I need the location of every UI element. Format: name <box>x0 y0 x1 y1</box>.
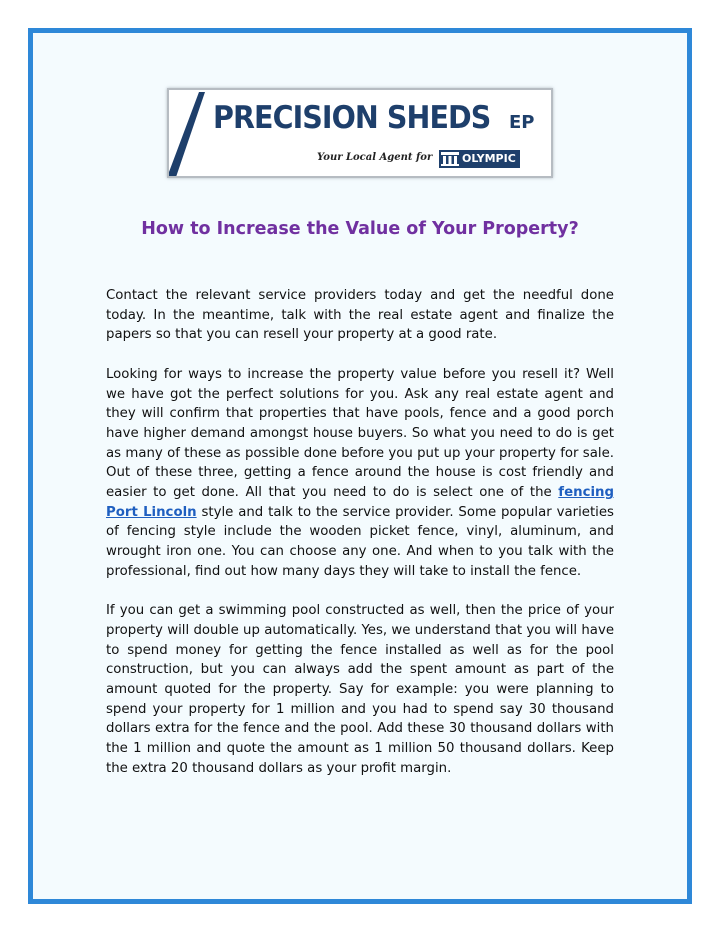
paragraph-2-text-before: Looking for ways to increase the property value before you resell it? Well we have got the perfect solutions for you. Ask any real estate agent and they will confirm that properties that have pools, fence and a good porch have higher demand amongst house buyers. So what you need to do is get as many of these as possible done before you put up your property for sale. Out of these three, getting a fence around the house is cost friendly and easier to get done. All that you need to do is select one of the <box>106 366 614 501</box>
paragraph-2-text-after: style and talk to the service provider. Some popular varieties of fencing style include the wooden picket fence, vinyl, aluminum, and wrought iron one. You can choose any one. And when to you talk with the professional, find out how many days they will take to install the fence. <box>106 504 614 579</box>
precision-sheds-logo <box>167 88 553 178</box>
fencing-port-lincoln-link[interactable]: fencing Port Lincoln <box>106 485 614 520</box>
logo-suffix-text: EP <box>509 112 535 133</box>
olympic-badge <box>439 150 520 168</box>
paragraph-2 <box>106 365 614 582</box>
logo-tagline: Your Local Agent for <box>317 152 433 163</box>
paragraph-1: Contact the relevant service providers today and get the needful done today. In the meantime, talk with the real estate agent and finalize the papers so that you can resell your property at a good rate. <box>106 288 614 343</box>
logo-slash-graphic <box>169 90 205 178</box>
paragraph-3: If you can get a swimming pool constructed as well, then the price of your property will double up automatically. Yes, we understand that you will have to spend money for getting the fence installed as well as for the pool construction, but you can always add the spent amount as part of the amount quoted for the property. Say for example: you were planning to spend your property for 1 million and you had to spend say 30 thousand dollars extra for the fence and the pool. Add these 30 thousand dollars with the 1 million and quote the amount as 1 million 50 thousand dollars. Keep the extra 20 thousand dollars as your profit margin. <box>106 603 614 776</box>
logo-brand-text: PRECISION SHEDS <box>213 100 491 136</box>
building-columns-icon <box>441 152 459 166</box>
article-body <box>106 286 614 798</box>
page-title: How to Increase the Value of Your Property? <box>141 219 579 239</box>
olympic-text: OLYMPIC <box>462 152 516 165</box>
